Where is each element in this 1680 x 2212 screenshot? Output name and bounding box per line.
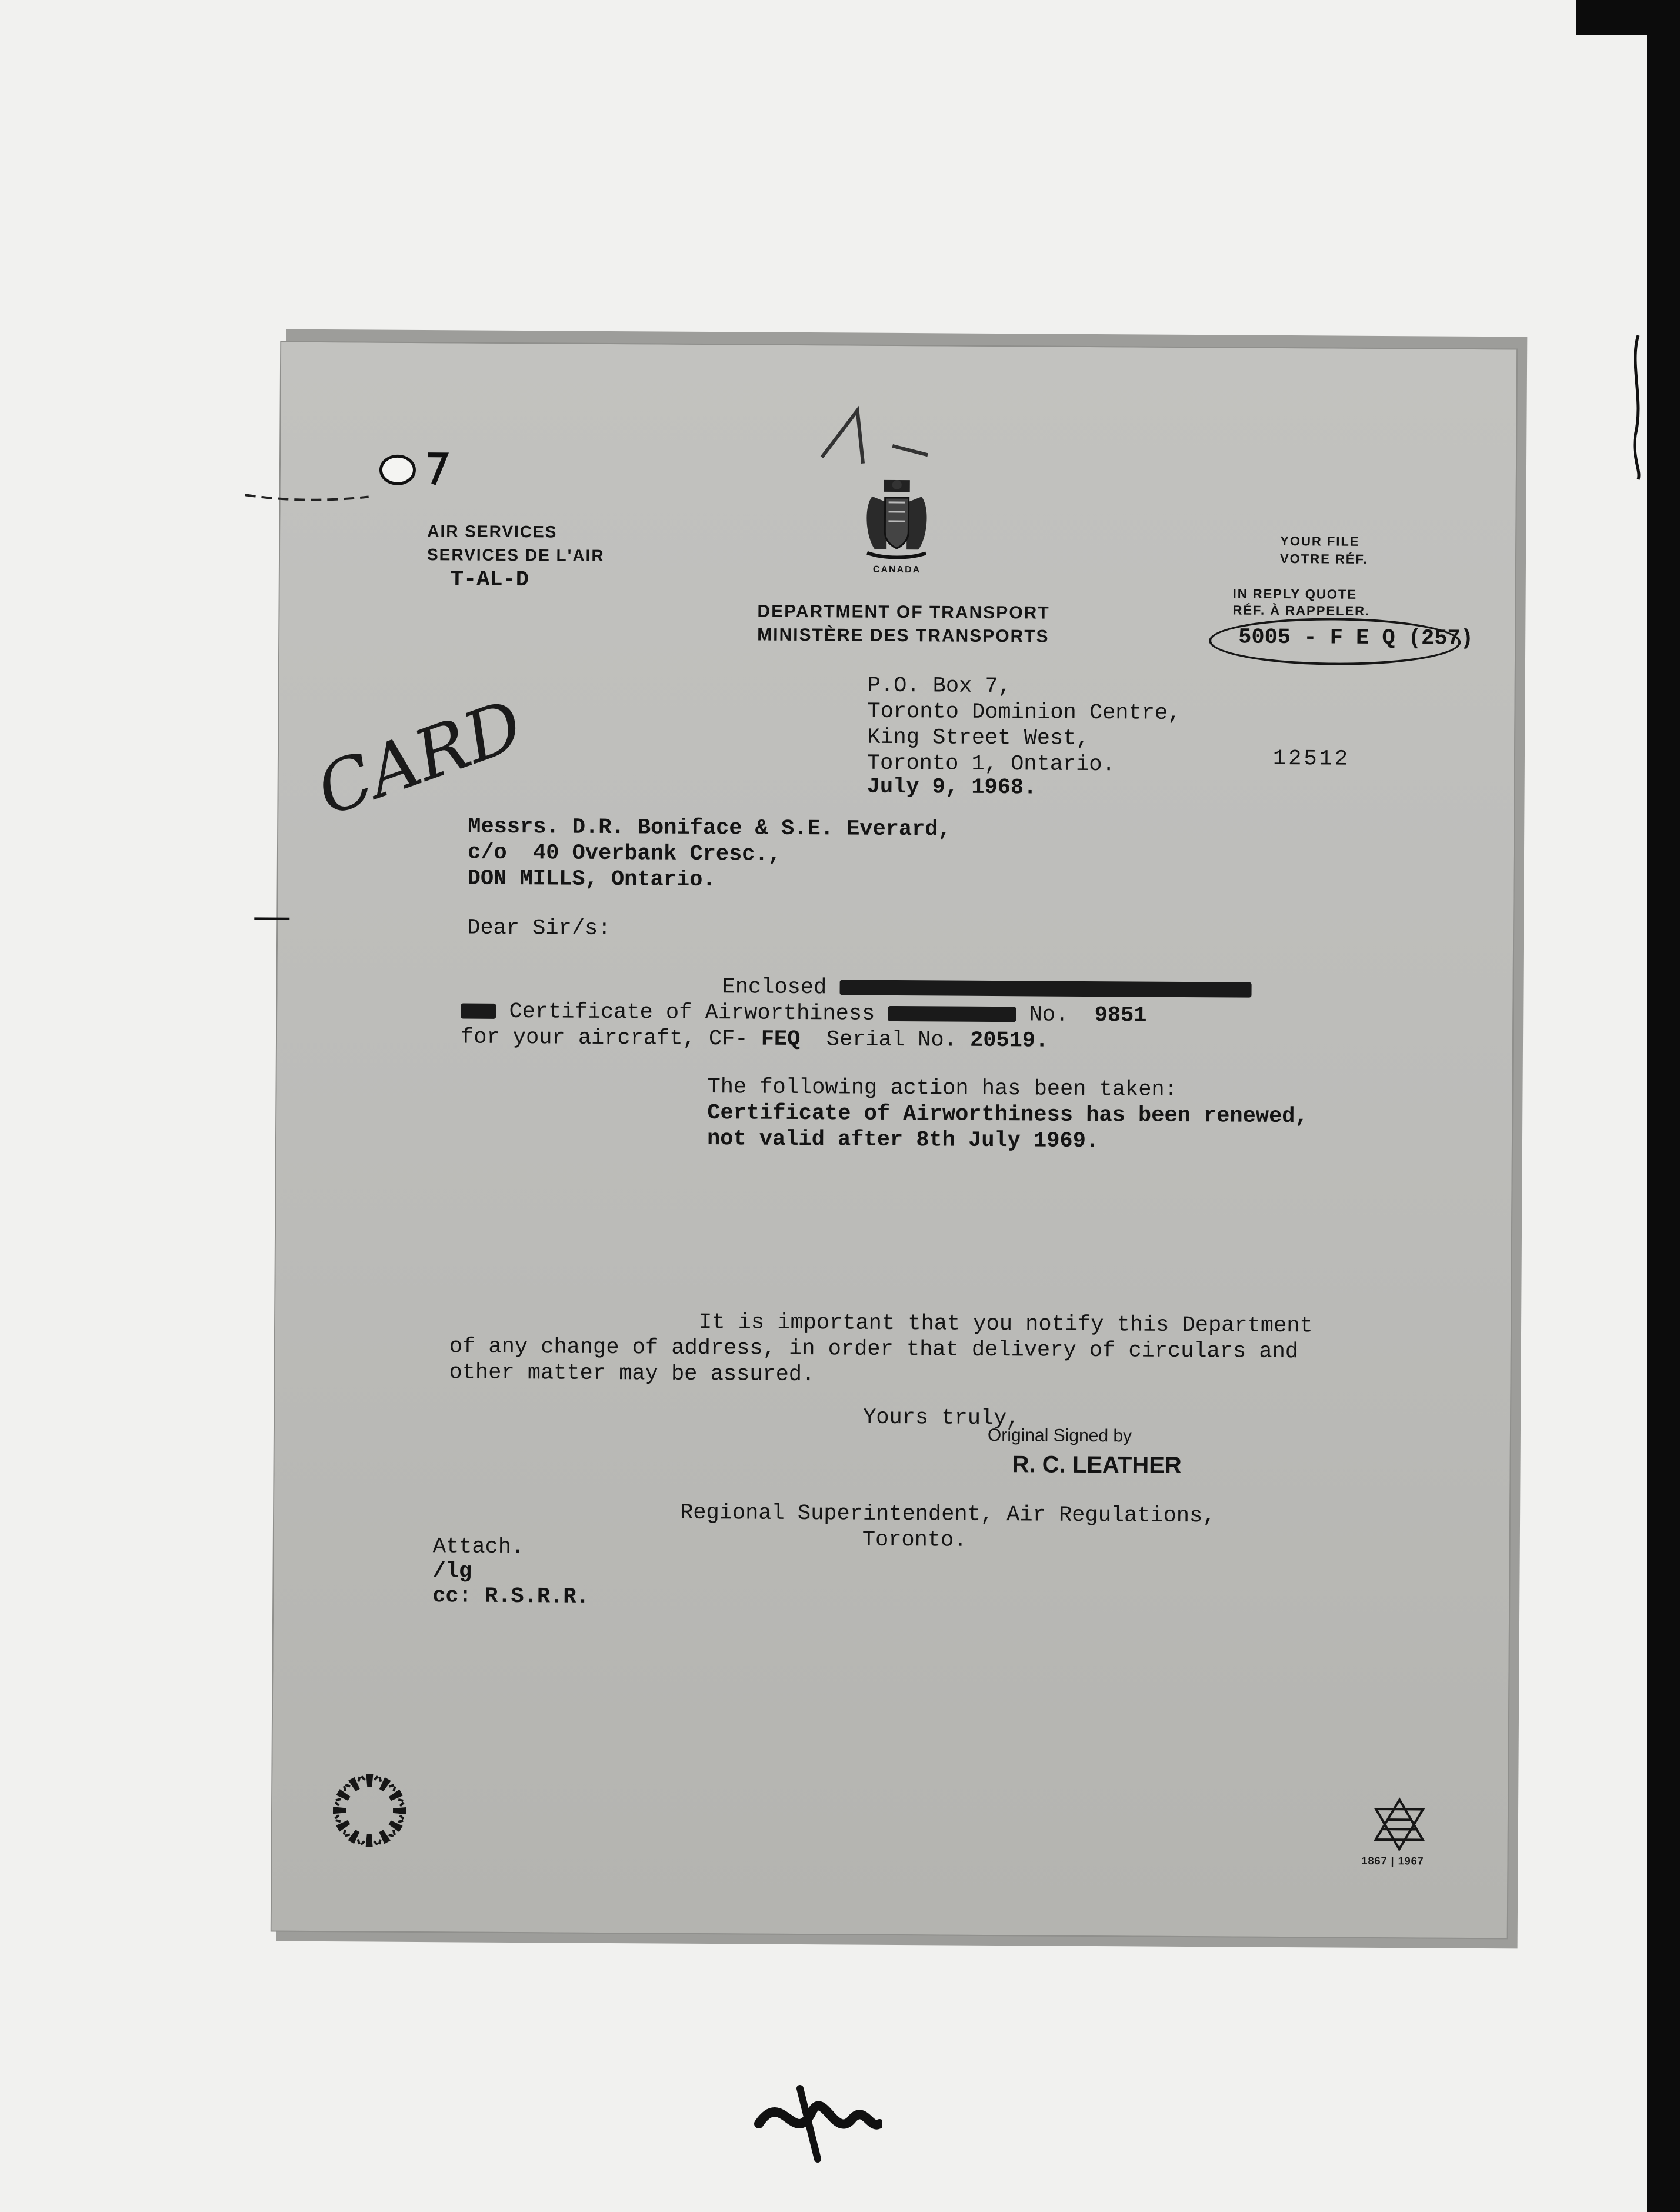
department-name-fr: MINISTÈRE DES TRANSPORTS bbox=[757, 625, 1049, 647]
branch-en: AIR SERVICES bbox=[427, 522, 558, 541]
punch-hole bbox=[379, 455, 416, 485]
serial-label: Serial No. bbox=[826, 1027, 957, 1053]
dash-mark bbox=[239, 483, 375, 507]
branch-fr: SERVICES DE L'AIR bbox=[426, 545, 605, 565]
enclosed-word: Enclosed bbox=[722, 975, 827, 1001]
your-file-en: YOUR FILE bbox=[1280, 533, 1360, 549]
closing-yours: Yours truly, bbox=[862, 1405, 1020, 1431]
department-name-en: DEPARTMENT OF TRANSPORT bbox=[757, 601, 1050, 623]
pencil-mark bbox=[422, 449, 457, 490]
recipient-line-1: Messrs. D.R. Boniface & S.E. Everard, bbox=[468, 814, 951, 842]
scan-mark bbox=[747, 2077, 882, 2165]
action-line-1: Certificate of Airworthiness has been renewed, bbox=[707, 1101, 1308, 1130]
coat-of-arms-icon bbox=[860, 479, 934, 562]
aircraft-line bbox=[461, 1024, 1049, 1054]
signed-note: Original Signed by bbox=[987, 1425, 1132, 1446]
scan-mark-right bbox=[1626, 329, 1650, 482]
stamp-number: 12512 bbox=[1272, 746, 1351, 772]
your-file-fr: VOTRE RÉF. bbox=[1279, 551, 1368, 567]
salutation: Dear Sir/s: bbox=[467, 915, 611, 942]
address-line-1: P.O. Box 7, bbox=[867, 673, 1012, 699]
centennial-logo-icon bbox=[1364, 1796, 1435, 1855]
certificate-number: 9851 bbox=[1094, 1003, 1147, 1028]
signatory-name: R. C. LEATHER bbox=[1012, 1451, 1182, 1478]
margin-note: CARD bbox=[306, 684, 533, 832]
reply-quote-fr: RÉF. À RAPPELER. bbox=[1232, 602, 1371, 618]
branch-code: T-AL-D bbox=[450, 567, 529, 593]
typist-initials: /lg bbox=[432, 1559, 472, 1584]
action-intro: The following action has been taken: bbox=[707, 1075, 1178, 1102]
fold-mark bbox=[254, 917, 289, 920]
aircraft-registration: FEQ bbox=[761, 1027, 801, 1052]
redaction bbox=[888, 1006, 1016, 1022]
notice-line-3: other matter may be assured. bbox=[449, 1360, 815, 1388]
address-line-4: Toronto 1, Ontario. bbox=[866, 751, 1115, 778]
scan-edge-corner bbox=[1576, 0, 1647, 35]
reply-number: 5005 - F E Q (257) bbox=[1238, 625, 1474, 651]
letter-date: July 9, 1968. bbox=[866, 774, 1037, 801]
reply-quote-en: IN REPLY QUOTE bbox=[1232, 586, 1358, 602]
address-line-2: Toronto Dominion Centre, bbox=[867, 699, 1181, 726]
letter-sheet bbox=[271, 341, 1518, 1940]
signatory-city: Toronto. bbox=[862, 1527, 967, 1553]
redaction bbox=[461, 1004, 496, 1019]
recipient-line-3: DON MILLS, Ontario. bbox=[467, 866, 716, 893]
certificate-line bbox=[461, 998, 1146, 1028]
recipient-line-2: c/o 40 Overbank Cresc., bbox=[467, 840, 781, 867]
certificate-name: Certificate of Airworthiness bbox=[509, 999, 875, 1027]
aircraft-label: for your aircraft, CF- bbox=[460, 1025, 748, 1052]
serial-number: 20519. bbox=[969, 1028, 1049, 1054]
signatory-title: Regional Superintendent, Air Regulations, bbox=[679, 1500, 1216, 1529]
scan-edge bbox=[1647, 0, 1680, 2212]
redaction bbox=[839, 980, 1251, 998]
enclosed-line bbox=[722, 974, 1251, 1003]
country-label: CANADA bbox=[872, 564, 921, 575]
address-line-3: King Street West, bbox=[867, 725, 1089, 752]
carbon-copy: cc: R.S.R.R. bbox=[432, 1584, 589, 1610]
action-line-2: not valid after 8th July 1969. bbox=[706, 1127, 1099, 1154]
ornament-icon bbox=[325, 1766, 414, 1855]
centennial-years: 1867 | 1967 bbox=[1361, 1854, 1424, 1867]
notice-line-1: It is important that you notify this Department bbox=[698, 1310, 1313, 1339]
attach-label: Attach. bbox=[432, 1534, 525, 1560]
notice-line-2: of any change of address, in order that delivery of circulars and bbox=[449, 1334, 1299, 1365]
pencil-mark bbox=[810, 398, 940, 475]
no-label: No. bbox=[1029, 1002, 1069, 1028]
